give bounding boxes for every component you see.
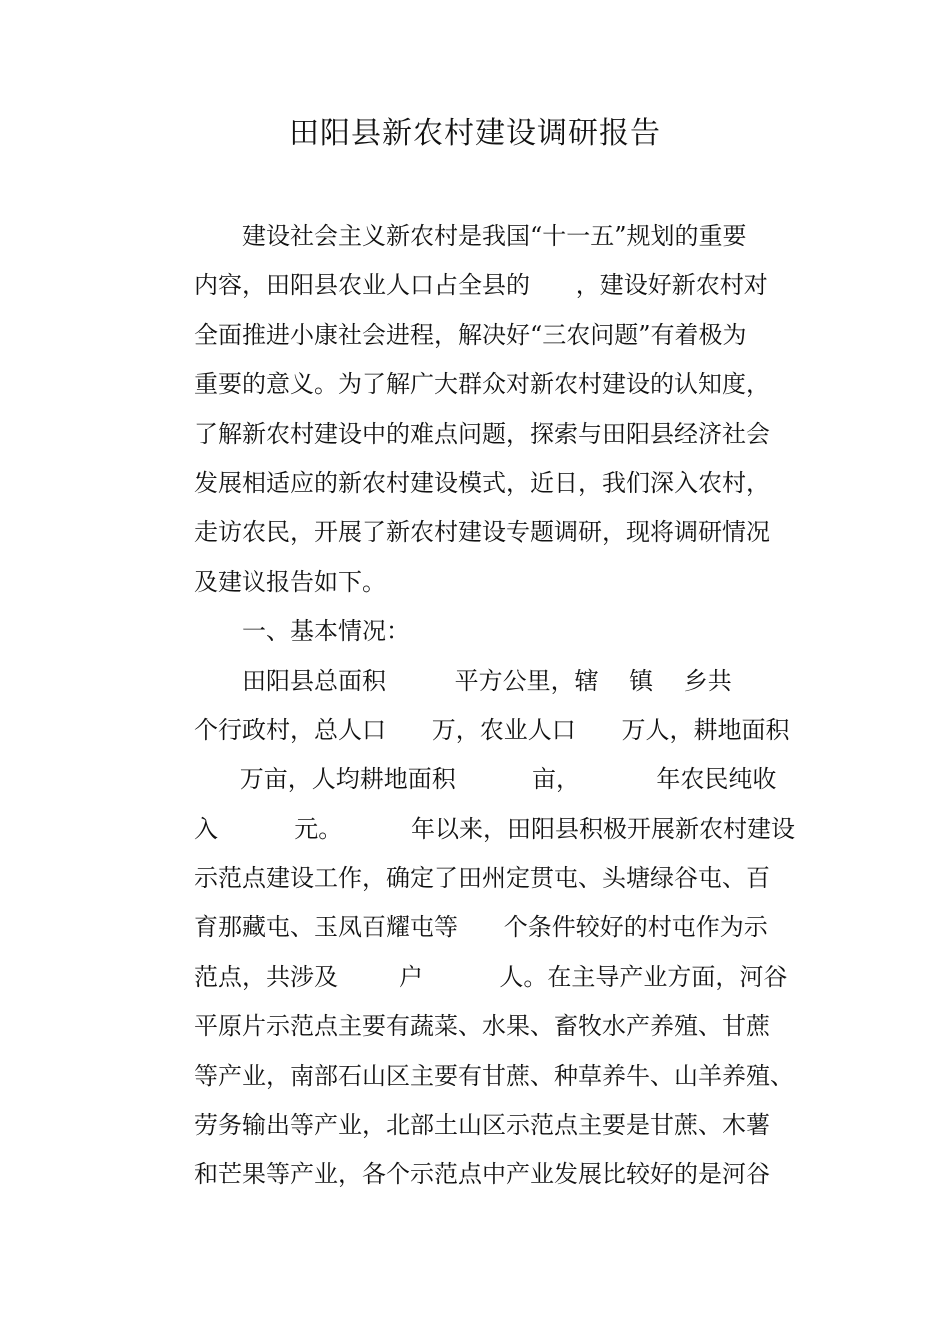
paragraph-line: 示范点建设工作，确定了田州定贯屯、头塘绿谷屯、百	[194, 864, 770, 893]
paragraph-line: 了解新农村建设中的难点问题，探索与田阳县经济社会	[194, 419, 770, 448]
paragraph-line: 发展相适应的新农村建设模式，近日，我们深入农村，	[194, 468, 770, 497]
paragraph-line: 内容，田阳县农业人口占全县的 ，建设好新农村对	[194, 271, 768, 300]
paragraph-line: 育那藏屯、玉凤百耀屯等 个条件较好的村屯作为示	[194, 913, 768, 942]
paragraph-line: 范点，共涉及 户 人。在主导产业方面，河谷	[194, 962, 788, 991]
paragraph-line: 全面推进小康社会进程，解决好“三农问题”有着极为	[194, 320, 747, 349]
document-title: 田阳县新农村建设调研报告	[289, 116, 661, 151]
paragraph-line: 劳务输出等产业，北部土山区示范点主要是甘蔗、木薯	[194, 1111, 770, 1140]
paragraph-line: 建设社会主义新农村是我国“十一五”规划的重要	[242, 222, 747, 250]
paragraph-line: 入 元。 年以来，田阳县积极开展新农村建设	[194, 814, 795, 843]
paragraph-line: 走访农民，开展了新农村建设专题调研，现将调研情况	[194, 518, 770, 547]
paragraph-line: 平原片示范点主要有蔬菜、水果、畜牧水产养殖、甘蔗	[194, 1012, 770, 1041]
paragraph-line: 等产业，南部石山区主要有甘蔗、种草养牛、山羊养殖、	[194, 1061, 794, 1090]
section-heading: 一、基本情况：	[242, 617, 410, 646]
paragraph-line: 个行政村，总人口 万，农业人口 万人，耕地面积	[194, 715, 790, 744]
paragraph-line: 田阳县总面积 平方公里，辖 镇 乡共	[242, 666, 732, 695]
paragraph-line: 和芒果等产业，各个示范点中产业发展比较好的是河谷	[194, 1160, 770, 1189]
document-body	[194, 212, 795, 1200]
paragraph-line: 及建议报告如下。	[194, 567, 386, 596]
paragraph-line: 万亩，人均耕地面积 亩， 年农民纯收	[194, 765, 777, 794]
paragraph-line: 重要的意义。为了解广大群众对新农村建设的认知度，	[194, 370, 770, 399]
